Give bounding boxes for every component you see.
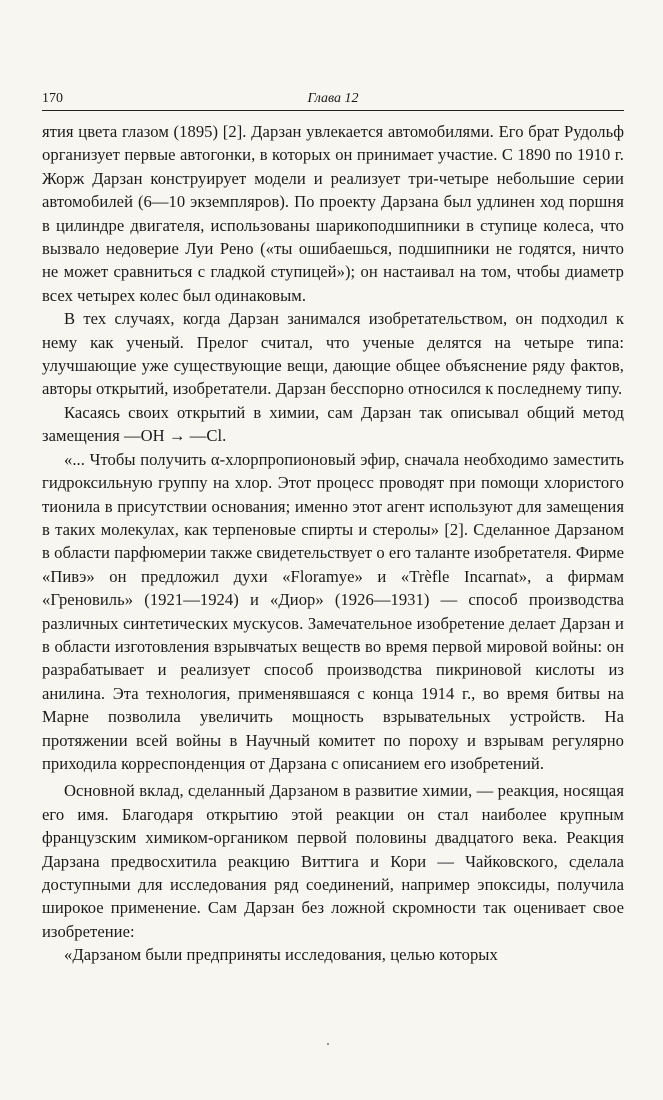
- paragraph-automobiles: ятия цвета глазом (1895) [2]. Дарзан увлекается автомобилями. Его брат Рудольф организует первые автогонки, в которых он принимает участие. С 1890 по 1910 г. Жорж Дарзан конструирует модели и реализует три-четыре небольшие серии автомобилей (6—10 экземпляров). По проекту Дарзана был удлинен ход поршня в цилиндре двигателя, использованы шарикоподшипники в ступице колеса, что вызвало недоверие Луи Рено («ты ошибаешься, подшипники не годятся, ничто не может сравниться с гладкой ступицей»); он настаивал на том, чтобы диаметр всех четырех колес был одинаковым.: [42, 122, 624, 305]
- book-page: [42, 88, 624, 967]
- paragraph-perfumery-explosives: «... Чтобы получить α-хлорпропионовый эфир, сначала необходимо заместить гидроксильную группу на хлор. Этот процесс проводят при помощи хлористого тионила в присутствии основания; именно этот агент используют для замещения в таких молекулах, как терпеновые спирты и стеролы» [2]. Сделанное Дарзаном в области парфюмерии также свидетельствует о его таланте изобретателя. Фирме «Пивэ» он предложил духи «Floramye» и «Trèfle Incarnat», а фирмам «Греновиль» (1921—1924) и «Диор» (1926—1931) — способ производства различных синтетических мускусов. Замечательное изобретение делает Дарзан и в области изготовления взрывчатых веществ во время первой мировой войны: он разрабатывает и реализует способ производства пикриновой кислоты из анилина. Эта технология, применявшаяся с конца 1914 г., во время битвы на Марне позволила увеличить мощность взрывательных устройств. На протяжении всей войны в Научный комитет по пороху и взрывам регулярно приходила корреспонденция от Дарзана с описанием его изобретений.: [42, 449, 624, 773]
- paragraph-inventor-type: В тех случаях, когда Дарзан занимался изобретательством, он подходил к нему как ученый. Прелог считал, что ученые делятся на четыре типа: улучшающие уже существующие вещи, дающие общее объяснение ряду фактов, авторы открытий, изобретатели. Дарзан бесспорно относился к последнему типу.: [42, 309, 624, 399]
- running-header: [42, 88, 624, 111]
- page-number: 170: [42, 91, 63, 106]
- body-text: [42, 120, 624, 967]
- chapter-label: Глава 12: [307, 91, 359, 106]
- paragraph-quote-start: «Дарзаном были предприняты исследования, целью которых: [64, 945, 498, 965]
- paragraph-darzens-reaction: Основной вклад, сделанный Дарзаном в развитие химии, — реакция, носящая его имя. Благодаря открытию этой реакции он стал наиболее крупным французским химиком-органиком первой половины двадцатого века. Реакция Дарзана предвосхитила реакцию Виттига и Кори — Чайковского, сделала доступными для исследования ряд соединений, например эпоксиды, получила широкое применение. Сам Дарзан без ложной скромности так оценивает свое изобретение:: [42, 781, 624, 941]
- scan-speck: [327, 1043, 329, 1045]
- paragraph-substitution-method: Касаясь своих открытий в химии, сам Дарзан так описывал общий метод замещения —OH → —Cl.: [42, 402, 624, 446]
